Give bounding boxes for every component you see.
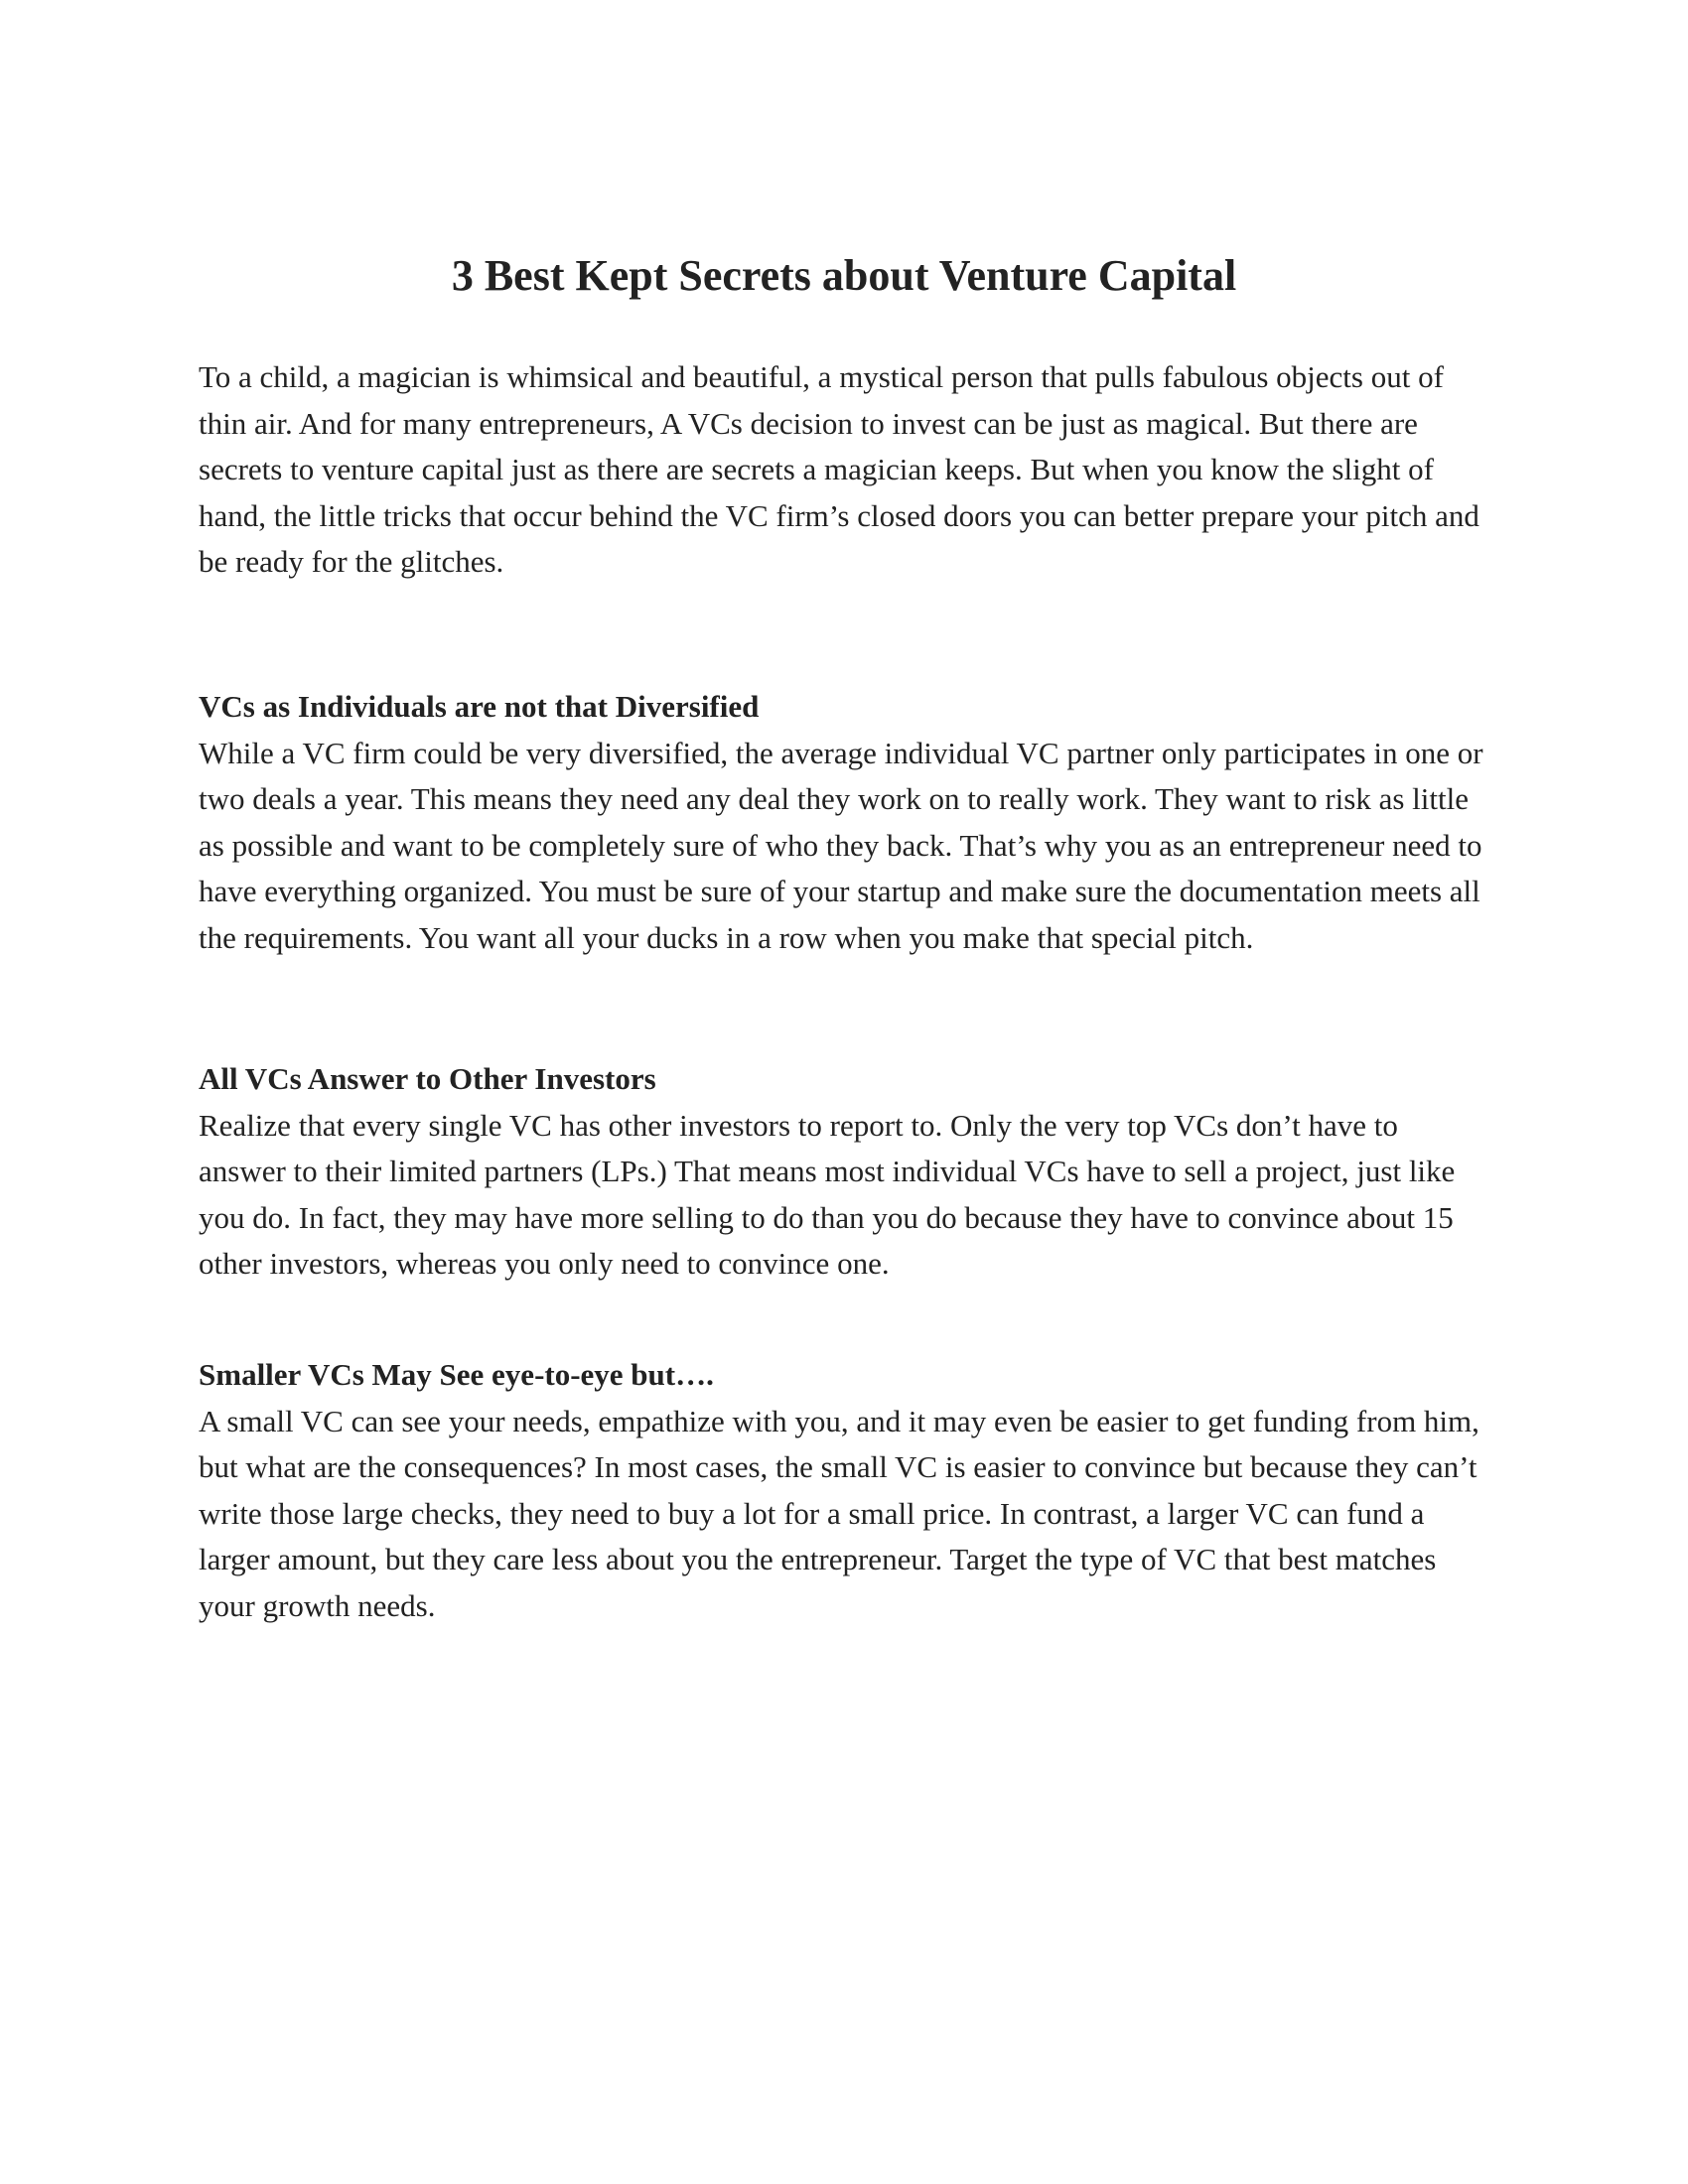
section-body: Realize that every single VC has other investors to report to. Only the very top VCs don’t have to answer to their limited partners (LPs.) That means most individual VCs have to sell a project, just like you do. In fact, they may have more selling to do than you do because they have to convince about 15 other investors, whereas you only need to convince one.: [199, 1107, 1456, 1281]
section-heading: VCs as Individuals are not that Diversified: [199, 689, 760, 724]
section-diversified: [199, 684, 1489, 961]
section-heading: Smaller VCs May See eye-to-eye but….: [199, 1357, 714, 1392]
document-title: 3 Best Kept Secrets about Venture Capital: [451, 251, 1237, 300]
section-body: A small VC can see your needs, empathize with you, and it may even be easier to get funding from him, but what are the consequences? In most cases, the small VC is easier to convince but because they can’t write those large checks, they need to buy a lot for a small price. In contrast, a larger VC can fund a larger amount, but they care less about you the entrepreneur. Target the type of VC that best matches your growth needs.: [199, 1403, 1479, 1623]
section-other-investors: [199, 1056, 1489, 1288]
intro-paragraph: To a child, a magician is whimsical and beautiful, a mystical person that pulls fabulous objects out of thin air. And for many entrepreneurs, A VCs decision to invest can be just as magical. But there are secrets to venture capital just as there are secrets a magician keeps. But when you know the slight of hand, the little tricks that occur behind the VC firm’s closed doors you can better prepare your pitch and be ready for the glitches.: [199, 359, 1479, 579]
section-heading: All VCs Answer to Other Investors: [199, 1061, 656, 1096]
section-smaller-vcs: [199, 1352, 1489, 1629]
section-body: While a VC firm could be very diversified, the average individual VC partner only participates in one or two deals a year. This means they need any deal they work on to really work. They want to risk as little as possible and want to be completely sure of who they back. That’s why you as an entrepreneur need to have everything organized. You must be sure of your startup and make sure the documentation meets all the requirements. You want all your ducks in a row when you make that special pitch.: [199, 735, 1483, 955]
